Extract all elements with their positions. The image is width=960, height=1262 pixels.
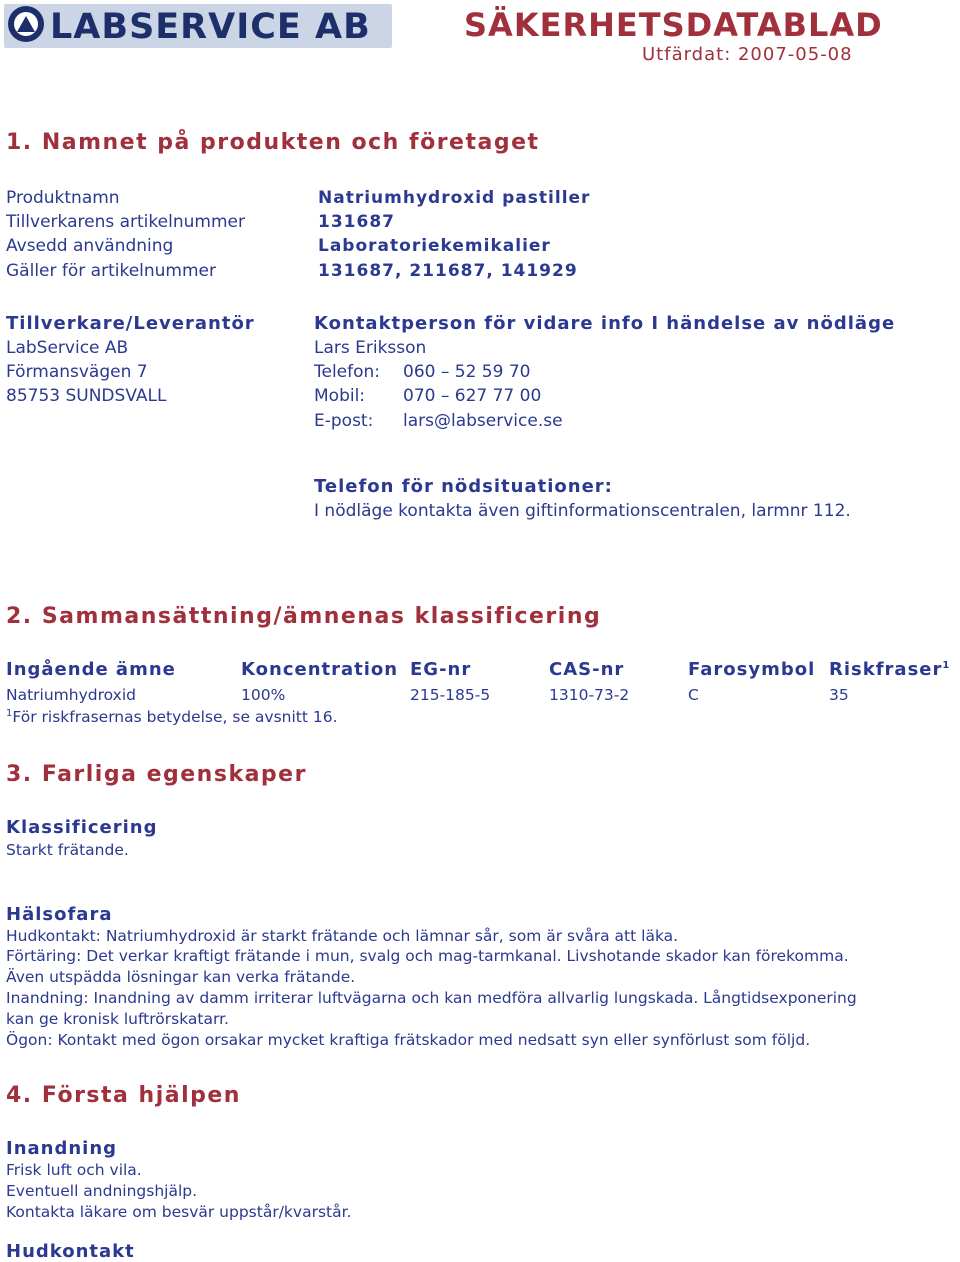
contact-mobile-label: Mobil: [314,386,366,406]
section-1-heading: 1. Namnet på produkten och företaget [6,130,540,155]
supplier-name: LabService AB [6,338,129,358]
inhalation-line: Eventuell andningshjälp. [6,1182,198,1200]
col-hazard-symbol: Farosymbol [688,659,816,680]
skin-contact-heading: Hudkontakt [6,1241,135,1262]
issued-date: Utfärdat: 2007-05-08 [642,44,853,65]
document-title: SÄKERHETSDATABLAD [464,6,883,44]
footnote: $^1$För riskfrasernas betydelse, se avsnitt 16. [6,708,338,727]
label-article-number: Tillverkarens artikelnummer [6,212,245,232]
health-line: Ögon: Kontakt med ögon orsakar mycket kraftiga frätskador med nedsatt syn eller synförlust som följd. [6,1031,811,1049]
supplier-city: 85753 SUNDSVALL [6,386,167,406]
value-applies-to: 131687, 211687, 141929 [318,261,578,281]
contact-email[interactable]: lars@labservice.se [403,411,563,431]
col-cas-number: CAS-nr [549,659,625,680]
health-line: Förtäring: Det verkar kraftigt frätande i mun, svalg och mag-tarmkanal. Livshotande skador kan förekomma. [6,947,849,965]
emergency-text: I nödläge kontakta även giftinformationscentralen, larmnr 112. [314,501,851,521]
health-line: Hudkontakt: Natriumhydroxid är starkt frätande och lämnar sår, som är svåra att läka. [6,927,679,945]
cell-risk-phrases: 35 [829,686,849,704]
label-applies-to: Gäller för artikelnummer [6,261,217,281]
col-eg-number: EG-nr [410,659,472,680]
health-line: Även utspädda lösningar kan verka frätande. [6,968,356,986]
contact-heading: Kontaktperson för vidare info I händelse av nödläge [314,313,896,334]
supplier-heading: Tillverkare/Leverantör [6,313,255,334]
supplier-street: Förmansvägen 7 [6,362,148,382]
contact-phone: 060 – 52 59 70 [403,362,531,382]
emergency-heading: Telefon för nödsituationer: [314,476,613,497]
value-article-number: 131687 [318,212,395,232]
inhalation-line: Frisk luft och vila. [6,1161,142,1179]
cell-eg-number: 215-185-5 [410,686,491,704]
value-intended-use: Laboratoriekemikalier [318,236,551,256]
inhalation-line: Kontakta läkare om besvär uppstår/kvarstår. [6,1203,352,1221]
col-concentration: Koncentration [241,659,399,680]
section-4-heading: 4. Första hjälpen [6,1083,241,1108]
company-logo [4,4,392,48]
value-product-name: Natriumhydroxid pastiller [318,188,591,208]
contact-mobile: 070 – 627 77 00 [403,386,542,406]
col-risk-phrases: Riskfraser$^1$ [829,659,951,680]
cell-hazard-symbol: C [688,686,699,704]
classification-text: Starkt frätande. [6,841,129,859]
health-line: Inandning: Inandning av damm irriterar luftvägarna och kan medföra allvarlig lungskada. Långtidsexponering [6,989,857,1007]
section-2-heading: 2. Sammansättning/ämnenas klassificering [6,604,602,629]
health-line: kan ge kronisk luftrörskatarr. [6,1010,229,1028]
label-product-name: Produktnamn [6,188,120,208]
section-3-heading: 3. Farliga egenskaper [6,762,307,787]
inhalation-heading: Inandning [6,1138,118,1159]
cell-cas-number: 1310-73-2 [549,686,630,704]
label-intended-use: Avsedd användning [6,236,174,256]
health-hazard-heading: Hälsofara [6,904,113,925]
contact-email-label: E-post: [314,411,374,431]
classification-heading: Klassificering [6,817,158,838]
logo-icon [8,6,44,42]
contact-phone-label: Telefon: [314,362,381,382]
logo-text: LABSERVICE AB [50,7,371,47]
cell-concentration: 100% [241,686,286,704]
cell-substance: Natriumhydroxid [6,686,136,704]
col-substance: Ingående ämne [6,659,176,680]
contact-name: Lars Eriksson [314,338,427,358]
